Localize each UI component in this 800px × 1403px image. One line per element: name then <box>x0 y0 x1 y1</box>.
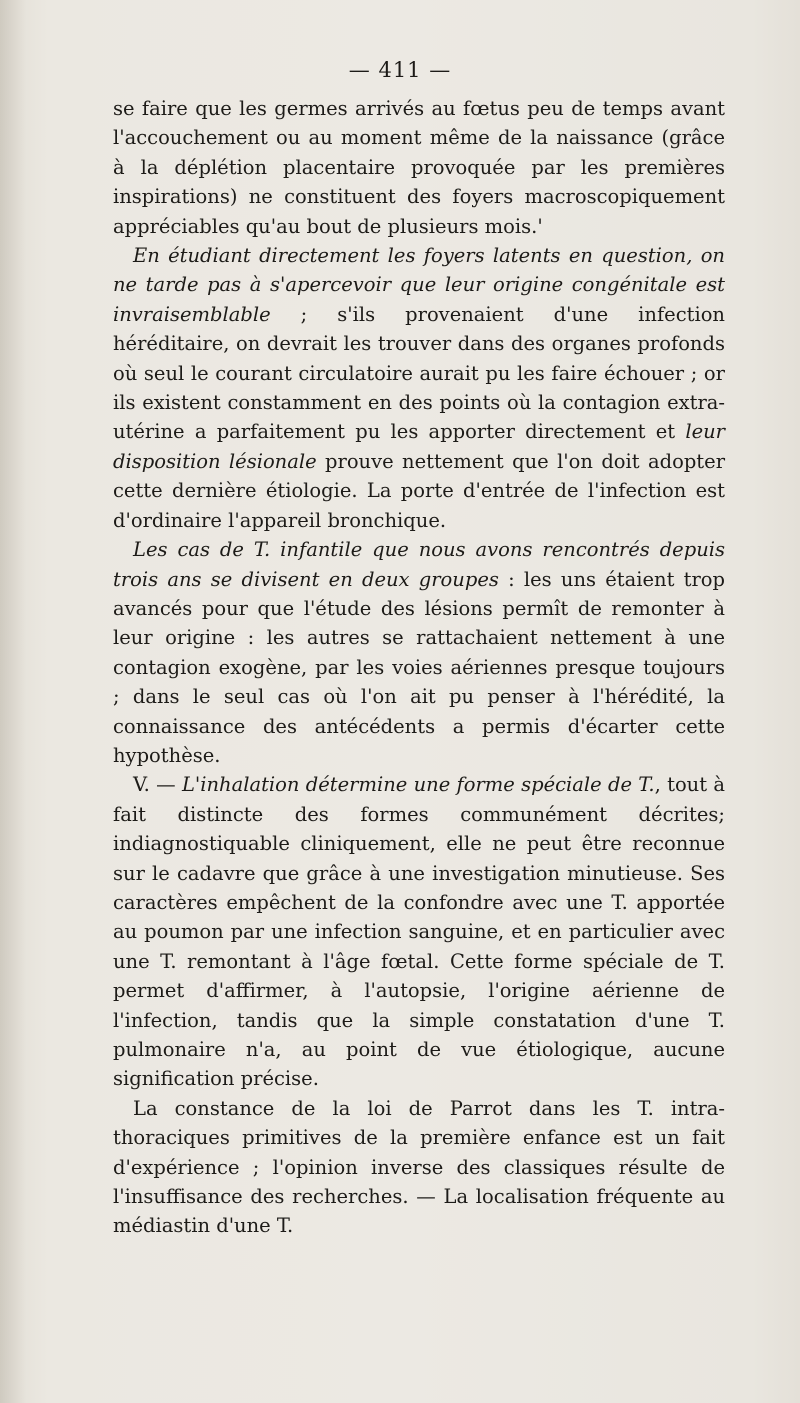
paragraph-1 <box>113 94 725 241</box>
paragraph-3-italic-lead: Les cas de T. infantile que nous avons rencontrés depuis trois ans se divisent en deux groupes <box>113 538 725 591</box>
paragraph-3-text: : les uns étaient trop avancés pour que l'étude des lésions permît de remonter à leur origine : les autres se rattachaient nettement à une contagion exogène, par les voies aériennes presque toujours ; dans le seul cas où l'on ait pu penser à l'hérédité, la connaissance des antécédents a permis d'écarter cette hypothèse. <box>113 567 725 767</box>
paragraph-4-text: , tout à fait distincte des formes communément décrites; indiagnostiquable cliniquement, elle ne peut être reconnue sur le cadavre que grâce à une investigation minutieuse. Ses caractères empêchent de la confondre avec une T. apportée au poumon par une infection sanguine, et en particulier avec une T. remontant à l'âge fœtal. Cette forme spéciale de T. permet d'affirmer, à l'autopsie, l'origine aérienne de l'infection, tandis que la simple constatation d'une T. pulmonaire n'a, au point de vue étiologique, aucune signification précise. <box>113 773 725 1091</box>
paragraph-3 <box>113 535 725 770</box>
paragraph-4 <box>113 770 725 1093</box>
body-text <box>113 94 725 1241</box>
paragraph-2-italic-lead: En étudiant directement les foyers latents en question, on ne tarde pas à s'apercevoir que leur origine congénitale est invraisemblable <box>113 244 725 326</box>
paragraph-2-text: ; s'ils provenaient d'une infection héréditaire, on devrait les trouver dans des organes profonds où seul le courant circulatoire aurait pu les faire échouer ; or ils existent constamment en des points où la contagion extra-utérine a parfaitement pu les apporter directement et <box>113 302 725 444</box>
paragraph-5 <box>113 1094 725 1241</box>
paragraph-2-italic-phrase: leur disposition lésionale <box>113 420 725 473</box>
paragraph-2 <box>113 241 725 535</box>
binding-shadow <box>0 0 26 1403</box>
paragraph-4-italic-lead: L'inhalation détermine une forme spéciale de T. <box>181 773 655 797</box>
paragraph-2-text-end: prouve nettement que l'on doit adopter cette dernière étiologie. La porte d'entrée de l'infection est d'ordinaire l'appareil bronchique. <box>113 449 726 532</box>
paragraph-4-section-mark: V. — <box>133 773 182 797</box>
paragraph-5-text: La constance de la loi de Parrot dans les T. intra-thoraciques primitives de la première enfance est un fait d'expérience ; l'opinion inverse des classiques résulte de l'insuffisance des recherches. — La localisation fréquente au médiastin d'une T. <box>113 1096 725 1238</box>
page-number: — 411 — <box>348 58 452 82</box>
paragraph-1-text: se faire que les germes arrivés au fœtus peu de temps avant l'accouchement ou au moment même de la naissance (grâce à la déplétion placentaire provoquée par les premières inspirations) ne constituent des foyers macroscopiquement appréciables qu'au bout de plusieurs mois.' <box>113 97 725 238</box>
